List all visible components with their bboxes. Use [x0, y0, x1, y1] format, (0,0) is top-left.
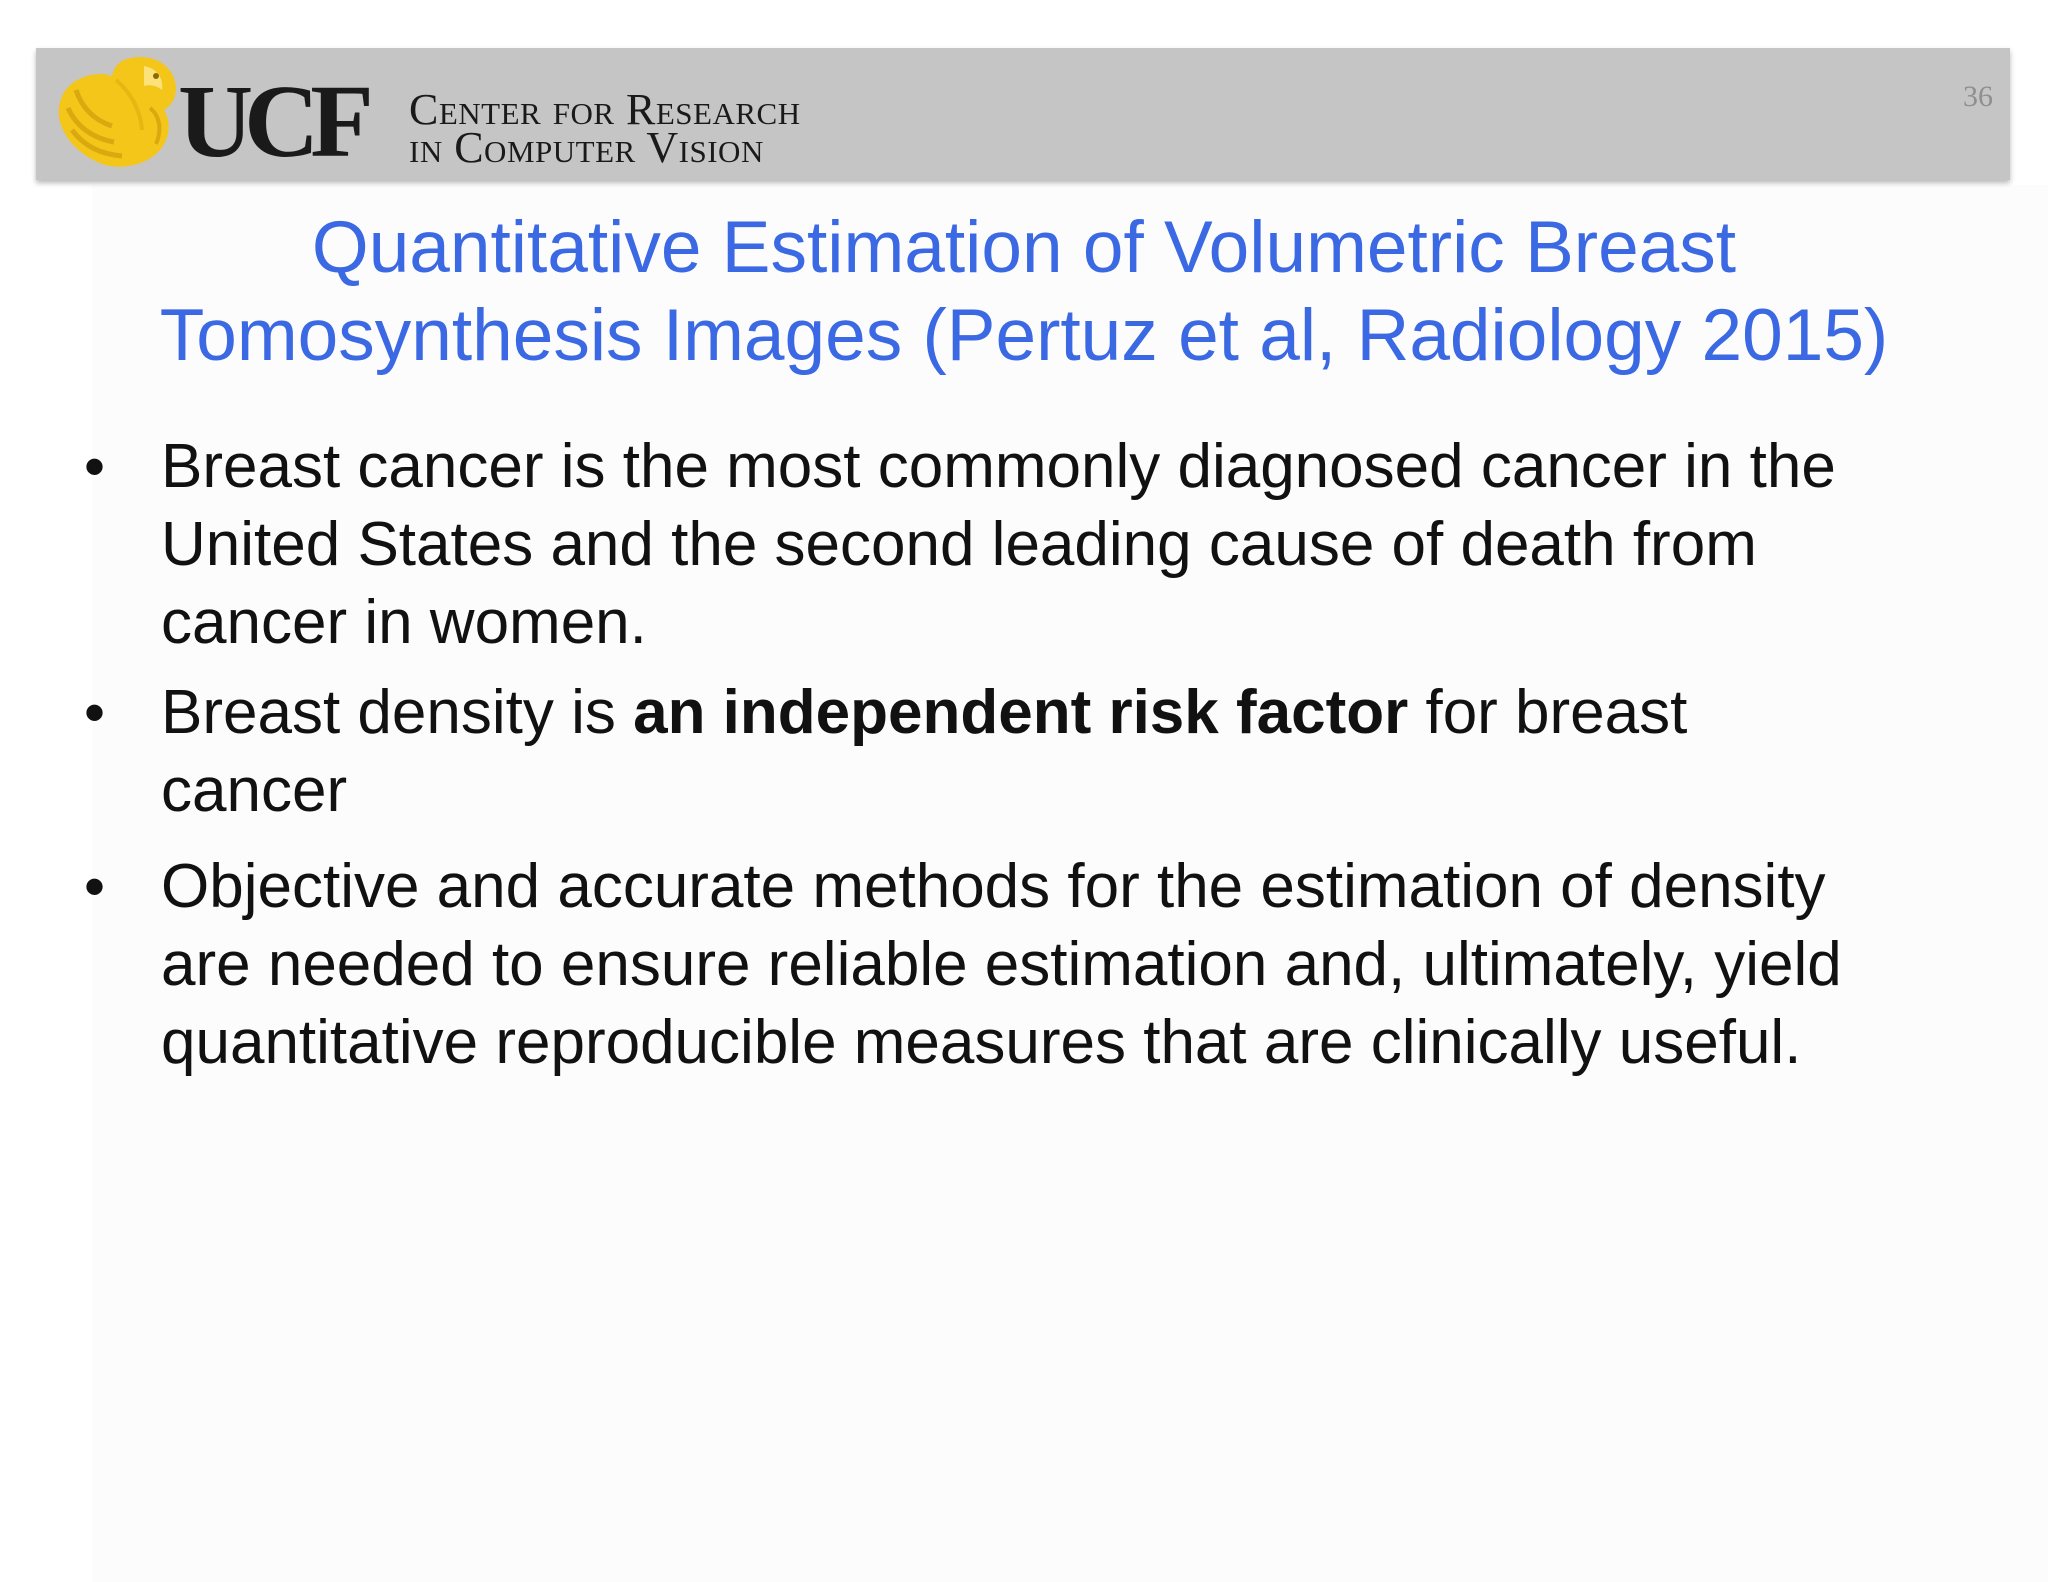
bullet-text-line: quantitative reproducible measures that are clinically useful.	[161, 1008, 1802, 1077]
bullet-text-line	[161, 674, 1687, 752]
bullet-text-plain: for breast	[1408, 678, 1688, 747]
ucf-logo-text: UCF	[178, 64, 365, 179]
bullet-point-icon: •	[84, 433, 106, 500]
bullet-text-line: Objective and accurate methods for the estimation of density	[161, 852, 1826, 921]
bullet-text-line: cancer in women.	[161, 588, 647, 657]
bullet-point-icon: •	[84, 679, 106, 746]
bullet-text-line: Breast cancer is the most commonly diagnosed cancer in the	[161, 432, 1836, 501]
bullet-text-line: cancer	[161, 756, 348, 825]
center-name-line-1: Center for Research	[409, 85, 801, 134]
bullet-text-line: United States and the second leading cause of death from	[161, 510, 1757, 579]
center-name-line-2: in Computer Vision	[409, 123, 764, 172]
slide-title-line-2: Tomosynthesis Images (Pertuz et al, Radiology 2015)	[159, 295, 1889, 376]
bullet-point-icon: •	[84, 853, 106, 920]
bullet-text-plain: Breast density is	[161, 678, 634, 747]
bullet-text-bold: an independent risk factor	[633, 678, 1409, 747]
slide-title-line-1: Quantitative Estimation of Volumetric Breast	[311, 207, 1737, 288]
slide-number: 36	[1963, 80, 1993, 113]
bullet-text-line: are needed to ensure reliable estimation and, ultimately, yield	[161, 930, 1842, 999]
